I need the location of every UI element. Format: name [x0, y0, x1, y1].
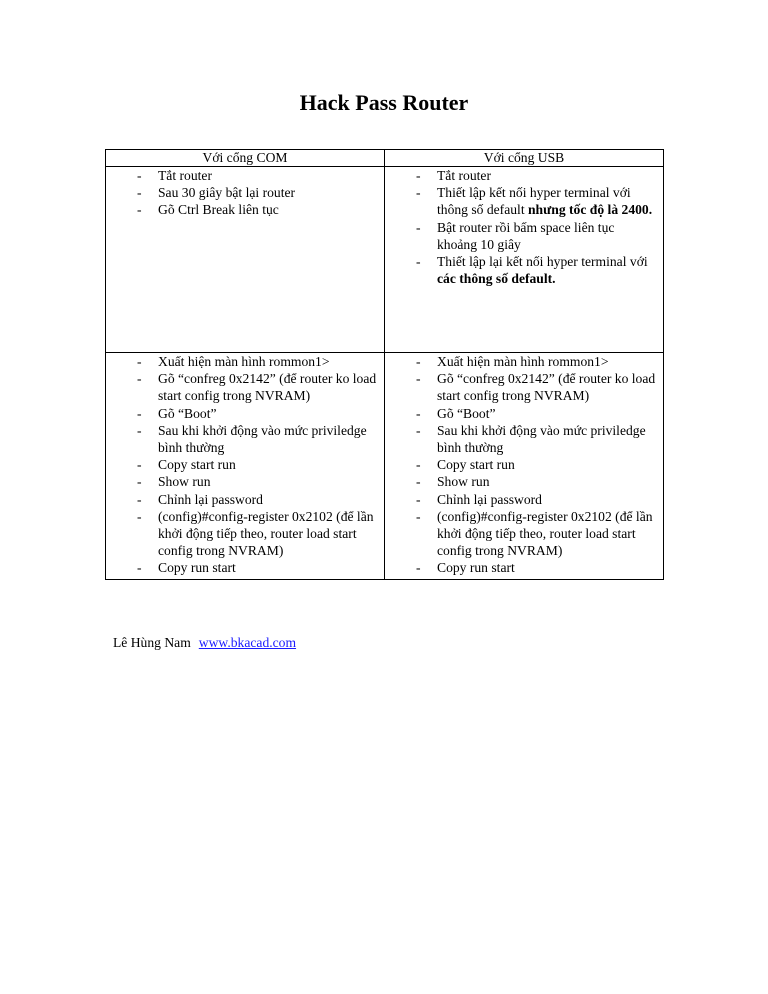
usb-steps-cell	[385, 167, 664, 353]
list-item: - Xuất hiện màn hình rommon1>	[385, 353, 663, 370]
list-item: - (config)#config-register 0x2102 (để lần khởi động tiếp theo, router load start config trong NVRAM)	[106, 508, 384, 560]
item-bold-text: nhưng tốc độ là 2400.	[528, 202, 653, 218]
list-item: - Gõ “Boot”	[385, 405, 663, 422]
comparison-table	[105, 149, 664, 580]
website-link[interactable]: www.bkacad.com	[198, 635, 297, 650]
author-name: Lê Hùng Nam	[113, 635, 191, 650]
item-text: Thiết lập lại kết nối hyper terminal với	[437, 254, 648, 270]
list-item: - Copy start run	[106, 456, 384, 473]
list-item: - Tắt router	[385, 167, 663, 184]
list-item: - Gõ Ctrl Break liên tục	[106, 201, 384, 218]
author-line	[113, 635, 296, 651]
list-item	[385, 184, 663, 218]
list-item: - Gõ “Boot”	[106, 405, 384, 422]
list-item: - Sau khi khởi động vào mức priviledge bình thường	[106, 422, 384, 456]
usb-step-list	[385, 167, 663, 287]
list-item: - Gõ “confreg 0x2142” (để router ko load start config trong NVRAM)	[106, 370, 384, 404]
list-item: - Chỉnh lại password	[385, 491, 663, 508]
list-item: - Tắt router	[106, 167, 384, 184]
list-item: - Show run	[385, 473, 663, 490]
document-title: Hack Pass Router	[299, 90, 469, 115]
header-usb: Với cổng USB	[385, 150, 664, 167]
list-item: - Copy run start	[385, 559, 663, 576]
table-row	[106, 167, 664, 353]
table-row	[106, 353, 664, 580]
item-bold-text: các thông số default.	[437, 271, 556, 287]
list-item: - Sau 30 giây bật lại router	[106, 184, 384, 201]
list-item: - (config)#config-register 0x2102 (để lần khởi động tiếp theo, router load start config trong NVRAM)	[385, 508, 663, 560]
item-text: Thiết lập kết nối hyper terminal với thông số default	[437, 185, 631, 218]
usb-step-list	[385, 353, 663, 577]
com-step-list	[106, 353, 384, 577]
list-item: - Bật router rồi bấm space liên tục khoảng 10 giây	[385, 219, 663, 253]
list-item	[385, 253, 663, 287]
list-item: - Copy run start	[106, 559, 384, 576]
header-com: Với cổng COM	[106, 150, 385, 167]
com-steps-cell	[106, 353, 385, 580]
list-item: - Sau khi khởi động vào mức priviledge bình thường	[385, 422, 663, 456]
list-item: - Chỉnh lại password	[106, 491, 384, 508]
list-item: - Xuất hiện màn hình rommon1>	[106, 353, 384, 370]
com-steps-cell	[106, 167, 385, 353]
usb-steps-cell	[385, 353, 664, 580]
list-item: - Gõ “confreg 0x2142” (để router ko load start config trong NVRAM)	[385, 370, 663, 404]
list-item: - Show run	[106, 473, 384, 490]
list-item: - Copy start run	[385, 456, 663, 473]
com-step-list	[106, 167, 384, 219]
table-header-row	[106, 150, 664, 167]
